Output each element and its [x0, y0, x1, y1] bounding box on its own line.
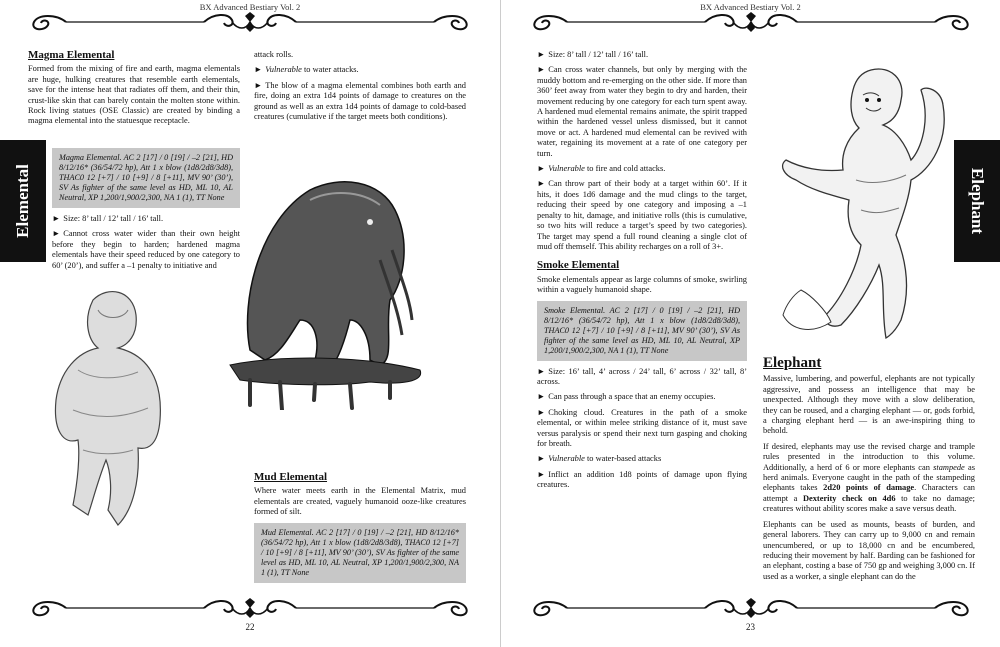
top-scroll-ornament — [24, 12, 476, 32]
elephant-column — [763, 355, 975, 587]
running-head: BX Advanced Bestiary Vol. 2 — [199, 2, 301, 12]
page-number: 23 — [746, 622, 755, 632]
elephant-p2: If desired, elephants may use the revised charge and trample rules presented in the introduction to this volume. Additionally, a herd of 6 or more elephants can stampede as herd animals. Everyone caught in the path of the stampeding elephants takes 2d20 points of damage. Characters can attempt a Dexterity check on 4d6 to take no damage; creatures without ability scores make a save versus death. — [763, 441, 975, 514]
elephant-p3: Elephants can be used as mounts, beasts of burden, and general laborers. They can carry up to 9,000 cn and remain unencumbered, or up to 18,000 cn and be encumbered, reducing their movement by half. Barding can be fashioned for an elephant, costing a base of 750 gp and weighing 3,000 cn. If used as a worker, a single elephant can do the — [763, 519, 975, 581]
smoke-heading: Smoke Elemental — [537, 259, 620, 272]
smoke-intro: Smoke elementals appear as large columns of smoke, swirling within a vaguely humanoid shape. — [537, 274, 747, 295]
smoke-choke: ► Choking cloud. Creatures in the path of a smoke elemental, or within melee striking distance of it, must save versus paralysis or spend their next turn gasping and choking for breath. — [537, 407, 747, 448]
smoke-stat-block: Smoke Elemental. AC 2 [17] / 0 [19] / –2 [21], HD 8/12/16* (36/54/72 hp), Att 1 x blow (1d8/2d8/3d8), THAC0 12 [+7] / 10 [+9] / 8 [+11], MV 90’ (30’), SV As fighter of the same level as HD, ML 10, AL Neutral, XP 1,200/1,900/2,300, NA 1 (1), TT None — [537, 301, 747, 361]
right-page — [500, 0, 1000, 647]
magma-intro: Formed from the mixing of fire and earth, magma elementals are huge, hulking creatures that resemble earth elementals, save for the intense heat that radiates off them, and their thin, crust-like skin that can barely contain the molten stone within. Rock living statues (OSE Classic) are created by binding a magma elemental into the statuesque receptacle. — [28, 64, 240, 126]
mud-continued-column — [537, 50, 747, 496]
mud-intro: Where water meets earth in the Elemental Matrix, mud elementals are created, vaguely humanoid ooze-like creatures formed of silt. — [254, 486, 466, 517]
smoke-size: ► Size: 16’ tall, 4’ across / 24’ tall, 6’ across / 32’ tall, 8’ across. — [537, 366, 747, 386]
section-tab-label: Elemental — [13, 164, 32, 238]
magma-stat-block: Magma Elemental. AC 2 [17] / 0 [19] / –2 [21], HD 8/12/16* (36/54/72 hp), Att 1 x blow (1d8/2d8/3d8), THAC0 12 [+7] / 10 [+9] / 8 [+11], MV 90’ (30’), SV As fighter of the same level as HD, ML 10, AL Neutral, XP 1,200/1,900/2,300, NA 1 (1), TT None — [52, 148, 240, 208]
mud-water: ► Can cross water channels, but only by merging with the muddy bottom and re-emerging on the other side. If more than 360’ feet away from water they begin to dry and harden, their movement reducing by one category for each turn spent away. A hardened mud elemental remains animate, the spirit trapped within the hardened vessel unless dismissed, but it cannot move or act. A hardened mud elemental can be revived with water, regaining its movement at a rate of one category per turn. — [537, 65, 747, 158]
smoke-pass: ► Can pass through a space that an enemy occupies. — [537, 392, 716, 402]
smoke-vulnerable: ► Vulnerable to water-based attacks — [537, 454, 662, 464]
mud-heading: Mud Elemental — [254, 471, 328, 483]
bottom-scroll-ornament — [525, 598, 977, 618]
page-number: 22 — [245, 622, 255, 632]
section-tab — [0, 140, 46, 262]
magma-water: ► Cannot cross water wider than their own height before they begin to harden; hardened magma elementals have their speed reduced by one category to 60’ (20’), and suffer a –1 penalty to initiative and — [52, 229, 240, 270]
magma-stats-column — [52, 148, 240, 276]
mud-size: ► Size: 8’ tall / 12’ tall / 16’ tall. — [537, 50, 649, 59]
magma-heading: Magma Elemental — [28, 49, 115, 61]
smoke-flying: ► Inflict an addition 1d8 points of damage upon flying creatures. — [537, 469, 747, 490]
section-tab-label: Elephant — [968, 167, 987, 235]
magma-size: ► Size: 8’ tall / 12’ tall / 16’ tall. — [52, 214, 164, 223]
elephant-heading: Elephant — [763, 355, 822, 371]
mud-stat-block: Mud Elemental. AC 2 [17] / 0 [19] / –2 [21], HD 8/12/16* (36/54/72 hp), Att 1 x blow (1d8/2d8/3d8), THAC0 12 [+7] / 10 [+9] / 8 [+11], MV 90’ (30’), SV As fighter of the same level as HD, ML 10, AL Neutral, XP 1,200/1,900/2,300, NA 1 (1), TT None — [254, 523, 466, 583]
magma-column-2 — [254, 50, 466, 127]
mud-vulnerable: ► Vulnerable to fire and cold attacks. — [537, 164, 666, 174]
magma-vulnerable: ► Vulnerable to water attacks. — [254, 65, 359, 75]
running-head: BX Advanced Bestiary Vol. 2 — [700, 2, 801, 12]
elephant-p1: Massive, lumbering, and powerful, elephants are not typically aggressive, and possess an intelligence that may be unexpected. Although they move with a slow deliberation, they can be roused, and a charging elephant — or, gods forbid, a charging elephant herd — is an awe-inspiring thing to behold. — [763, 374, 975, 436]
mud-elemental-illustration — [220, 160, 440, 410]
magma-column — [28, 50, 240, 132]
bottom-scroll-ornament — [24, 598, 476, 618]
magma-elemental-illustration — [38, 280, 178, 530]
mud-column — [254, 472, 466, 589]
magma-continued: attack rolls. — [254, 50, 294, 59]
magma-blow: ► The blow of a magma elemental combines both earth and fire, doing an extra 1d4 points of damage to creatures on the ground as well as an extra 1d4 points of damage to cold-based creatures (cumulative if the target meets both conditions). — [254, 80, 466, 122]
mud-throw: ► Can throw part of their body at a target within 60’. If it hits, it does 1d6 damage and the mud clings to the target, reducing their speed by one category and imposing a –1 penalty to hit, damage, and initiative rolls (this is cumulative, so two hits will reduce a target’s speed by two categories). The target may spend a full round cleaning a single clot of mud off themself. This ability recharges on a roll of 3+. — [537, 179, 747, 251]
top-scroll-ornament — [525, 12, 977, 32]
smoke-elemental-illustration — [771, 60, 961, 345]
